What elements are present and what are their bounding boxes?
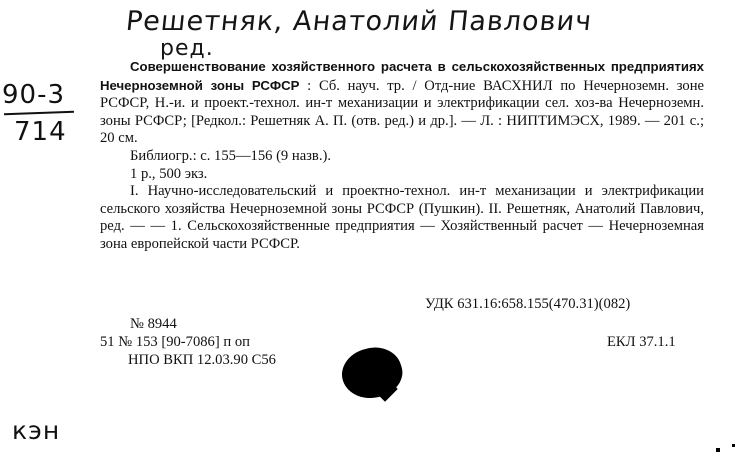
- ink-speck: [732, 444, 735, 447]
- shelfmark-divider: [4, 111, 74, 115]
- udk-code: УДК 631.16:658.155(470.31)(082): [425, 296, 631, 312]
- handwritten-bottom-mark: кэн: [12, 416, 61, 445]
- title-rest: : Сб. науч. тр. / Отд-ние ВАСХНИЛ по Нечерноземн. зоне РСФСР, Н.-и. и проект.-технол. ин-т механизации и электрификации сел. хоз-ва Нечерноземн. зоны РСФСР; [Редкол.: Решетняк А. П. (отв. ред.) и др.]. — Л. : НИПТИМЭСХ, 1989. — 201 с.; 20 см.: [100, 77, 705, 147]
- ink-blot: [336, 340, 409, 406]
- handwritten-role: ред.: [160, 36, 214, 61]
- title-bold: Совершенствование хозяйственного расчета в сельскохозяйственных предприятиях Нечерноземной зоны РСФСР: [100, 59, 704, 93]
- card-number: № 8944: [130, 316, 177, 332]
- bibliographic-description: [100, 58, 704, 254]
- bibliography-note: Библиогр.: с. 155—156 (9 назв.).: [130, 147, 331, 164]
- shelfmark-bottom: 714: [14, 117, 67, 147]
- subject-headings: I. Научно-исследовательский и проектно-технол. ин-т механизации и электрификации сельского хозяйства Нечерноземной зоны РСФСР (Пушкин). II. Решетняк, Анатолий Павлович, ред. — — 1. Сельскохозяйственные предприятия — Хозяйственный расчет — Нечерноземная зона европейской части РСФСР.: [100, 183, 704, 252]
- npo-stamp-line: НПО ВКП 12.03.90 С56: [128, 352, 276, 368]
- title-paragraph: [100, 58, 704, 148]
- price-circulation: 1 р., 500 экз.: [130, 165, 208, 182]
- handwritten-author-name: Решетняк, Анатолий Павлович: [124, 6, 594, 37]
- ekl-code: ЕКЛ 37.1.1: [607, 334, 676, 350]
- shelfmark-top: 90-3: [2, 80, 66, 110]
- ink-speck: [716, 448, 720, 452]
- order-number: 51 № 153 [90-7086] п оп: [100, 334, 250, 350]
